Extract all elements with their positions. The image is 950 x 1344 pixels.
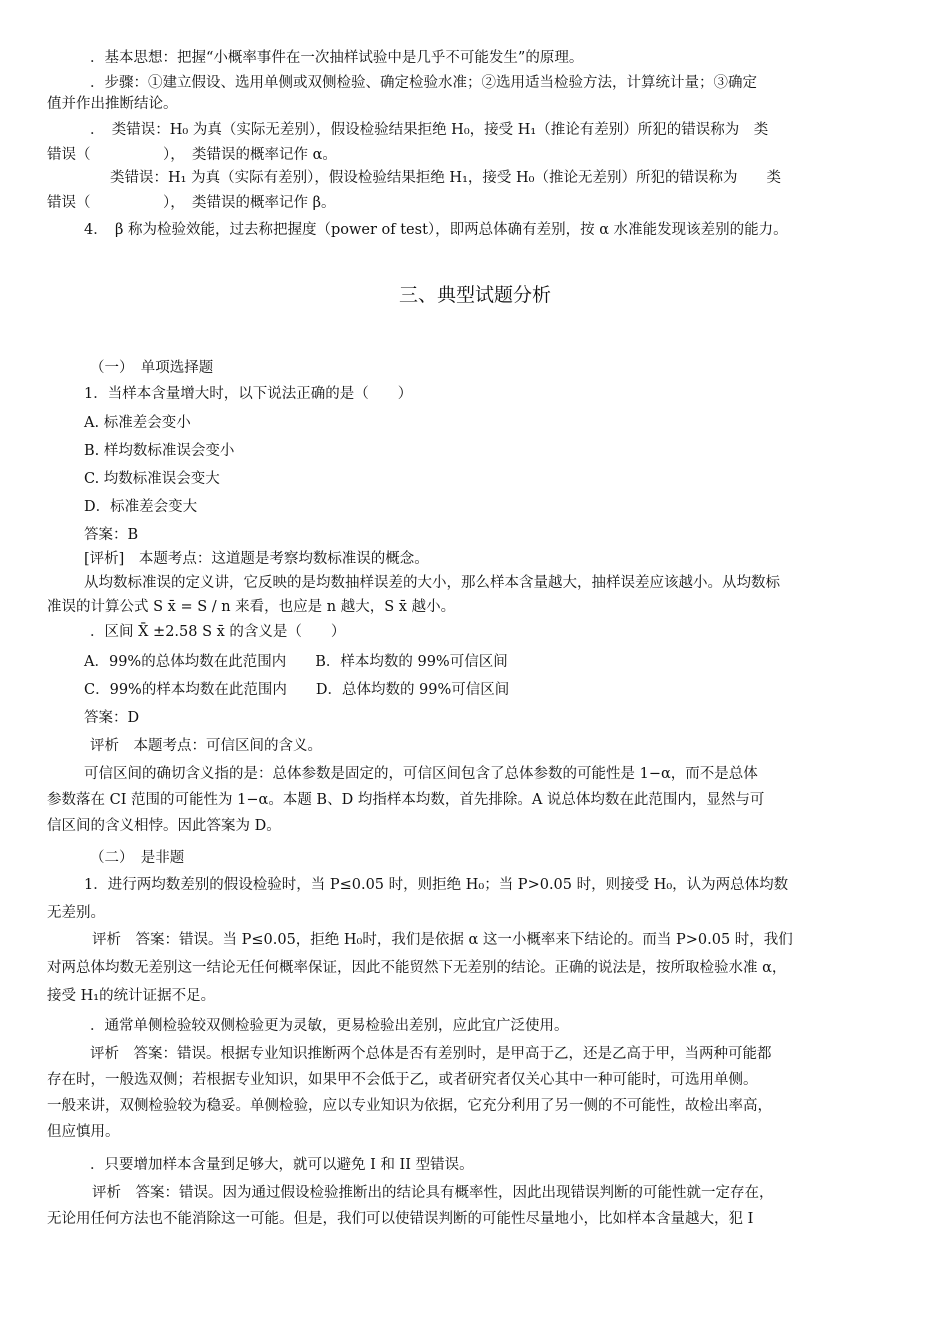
- text-line: （二） 是非题: [90, 850, 185, 866]
- text-line: 错误（ ）， 类错误的概率记作 α。: [47, 147, 337, 163]
- text-line: ．区间 X̄ ±2.58 S x̄ 的含义是（ ）: [90, 624, 346, 640]
- text-line: 4． β 称为检验效能，过去称把握度（power of test），即两总体确有差别，按 α 水准能发现该差别的能力。: [84, 222, 788, 238]
- text-line: 无论用任何方法也不能消除这一可能。但是，我们可以使错误判断的可能性尽量地小，比如样本含量越大，犯 I: [47, 1211, 754, 1227]
- text-line: （一） 单项选择题: [90, 360, 214, 376]
- text-line: 值并作出推断结论。: [47, 96, 178, 112]
- text-line: B. 样均数标准误会变小: [84, 443, 235, 459]
- text-line: A．99%的总体均数在此范围内 B．样本均数的 99%可信区间: [84, 654, 508, 670]
- text-line: C．99%的样本均数在此范围内 D．总体均数的 99%可信区间: [84, 682, 510, 698]
- text-line: 接受 H₁的统计证据不足。: [47, 988, 216, 1004]
- text-line: 评析 答案：错误。根据专业知识推断两个总体是否有差别时，是甲高于乙，还是乙高于甲，当两种可能都: [90, 1046, 772, 1062]
- text-line: 准误的计算公式 S x̄ = S / n 来看，也应是 n 越大，S x̄ 越小。: [47, 599, 456, 615]
- section-title: 三、典型试题分析: [398, 284, 551, 306]
- text-line: 信区间的含义相悖。因此答案为 D。: [47, 818, 281, 834]
- text-line: 评析 答案：错误。当 P≤0.05，拒绝 H₀时，我们是依据 α 这一小概率来下结论的。而当 P>0.05 时，我们: [92, 932, 793, 948]
- text-line: 错误（ ）， 类错误的概率记作 β。: [47, 195, 336, 211]
- text-line: 无差别。: [47, 905, 105, 921]
- text-line: [评析] 本题考点：这道题是考察均数标准误的概念。: [84, 551, 429, 567]
- text-line: 评析 本题考点：可信区间的含义。: [90, 738, 322, 754]
- text-line: 从均数标准误的定义讲，它反映的是均数抽样误差的大小，那么样本含量越大，抽样误差应该越小。从均数标: [84, 575, 780, 591]
- text-line: 对两总体均数无差别这一结论无任何概率保证，因此不能贸然下无差别的结论。正确的说法是，按所取检验水准 α，: [47, 960, 787, 976]
- text-line: 答案：B: [84, 527, 139, 543]
- text-line: 答案：D: [84, 710, 140, 726]
- text-line: 1．进行两均数差别的假设检验时，当 P≤0.05 时，则拒绝 H₀；当 P>0.05 时，则接受 H₀，认为两总体均数: [84, 877, 789, 893]
- text-line: 评析 答案：错误。因为通过假设检验推断出的结论具有概率性，因此出现错误判断的可能性就一定存在，: [92, 1185, 774, 1201]
- text-line: ．通常单侧检验较双侧检验更为灵敏，更易检验出差别，应此宜广泛使用。: [90, 1018, 569, 1034]
- text-line: ．只要增加样本含量到足够大，就可以避免 I 和 II 型错误。: [90, 1157, 474, 1173]
- text-line: 类错误：H₁ 为真（实际有差别），假设检验结果拒绝 H₁，接受 H₀（推论无差别）所犯的错误称为 类: [110, 170, 781, 186]
- text-line: C. 均数标准误会变大: [84, 471, 220, 487]
- text-line: ．步骤：①建立假设、选用单侧或双侧检验、确定检验水准；②选用适当检验方法，计算统计量；③确定: [90, 75, 757, 91]
- text-line: 一般来讲，双侧检验较为稳妥。单侧检验，应以专业知识为依据，它充分利用了另一侧的不可能性，故检出率高，: [47, 1098, 772, 1114]
- text-line: ．基本思想：把握“小概率事件在一次抽样试验中是几乎不可能发生”的原理。: [90, 50, 584, 66]
- text-line: 1．当样本含量增大时，以下说法正确的是（ ）: [84, 386, 413, 402]
- text-line: 可信区间的确切含义指的是：总体参数是固定的，可信区间包含了总体参数的可能性是 1−α，而不是总体: [84, 766, 758, 782]
- text-line: ． 类错误：H₀ 为真（实际无差别），假设检验结果拒绝 H₀，接受 H₁（推论有差别）所犯的错误称为 类: [90, 122, 769, 138]
- text-line: 参数落在 CI 范围的可能性为 1−α。本题 B、D 均指样本均数，首先排除。A 说总体均数在此范围内，显然与可: [47, 792, 765, 808]
- text-line: 存在时，一般选双侧；若根据专业知识，如果甲不会低于乙，或者研究者仅关心其中一种可能时，可选用单侧。: [47, 1072, 758, 1088]
- text-line: D．标准差会变大: [84, 499, 198, 515]
- text-line: 但应慎用。: [47, 1124, 120, 1140]
- text-line: A. 标准差会变小: [84, 415, 191, 431]
